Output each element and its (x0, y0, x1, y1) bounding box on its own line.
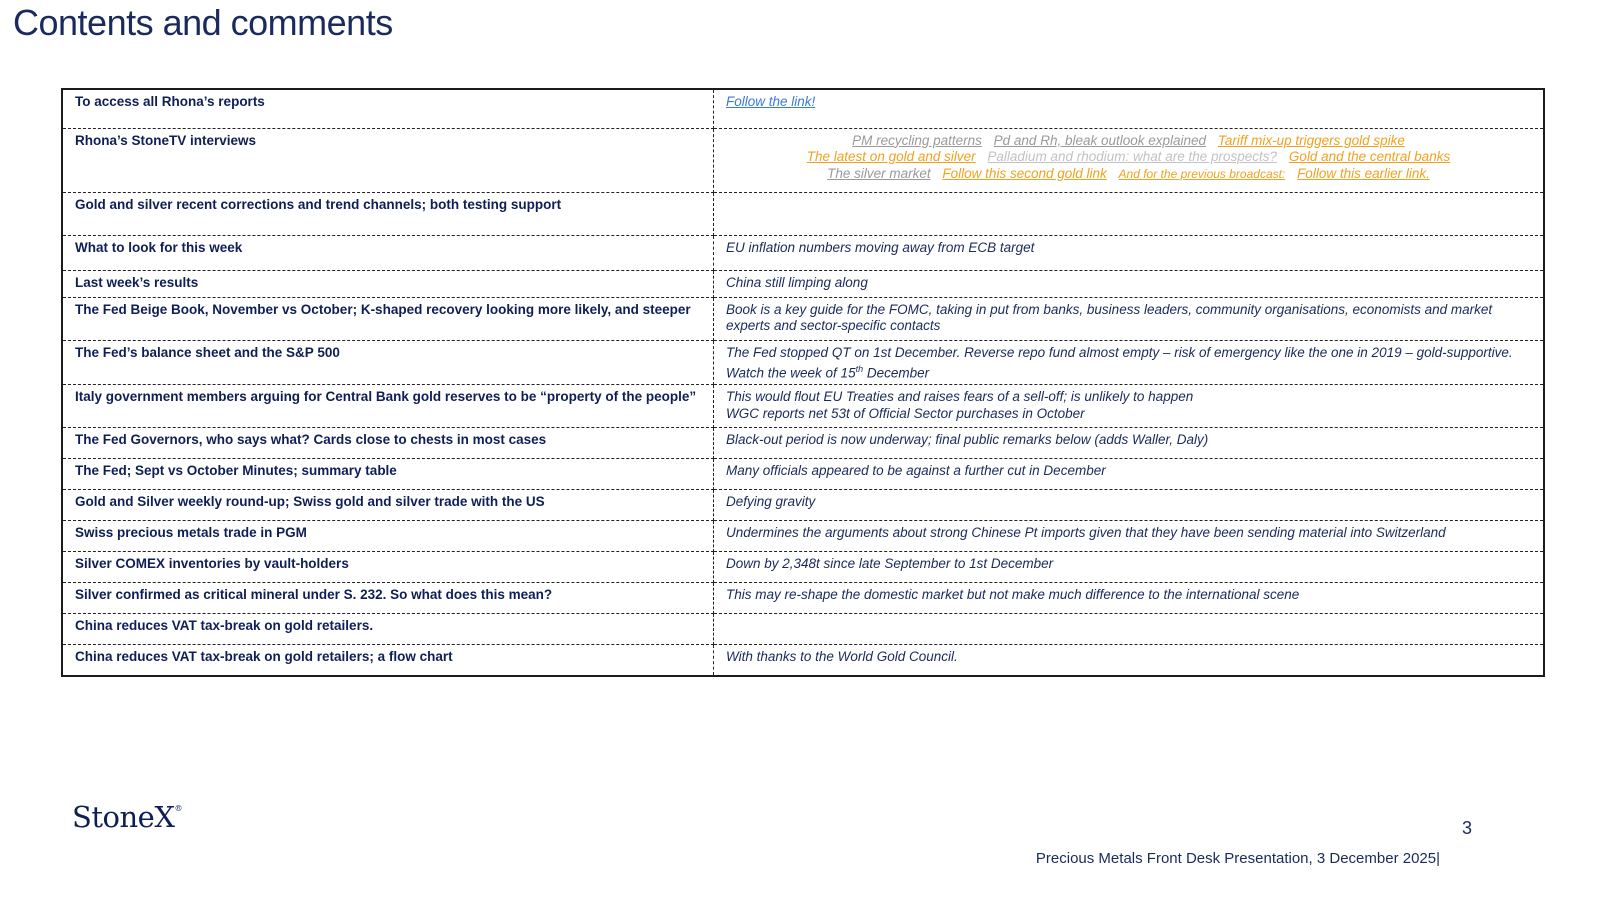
topic-cell: Gold and Silver weekly round-up; Swiss gold and silver trade with the US (62, 490, 714, 521)
footer-text: Precious Metals Front Desk Presentation, 3 December 2025| (1035, 850, 1440, 867)
comment-cell: Defying gravity (714, 490, 1545, 521)
link-earlier[interactable]: Follow this earlier link. (1297, 165, 1430, 181)
table-row (62, 128, 1544, 192)
table-row (62, 614, 1544, 645)
links-line (726, 166, 1531, 183)
link-silver-market[interactable]: The silver market (827, 165, 931, 181)
comment-cell: This may re-shape the domestic market but not make much difference to the international scene (714, 583, 1545, 614)
table-row (62, 583, 1544, 614)
topic-cell: What to look for this week (62, 235, 714, 270)
links-line (726, 149, 1531, 166)
topic-cell: Italy government members arguing for Central Bank gold reserves to be “property of the people” (62, 385, 714, 428)
comment-superscript: th (855, 364, 864, 374)
topic-cell: Silver COMEX inventories by vault-holders (62, 552, 714, 583)
link-latest-gold-silver[interactable]: The latest on gold and silver (806, 149, 976, 164)
link-tariff-gold-spike[interactable]: Tariff mix-up triggers gold spike (1217, 132, 1405, 148)
table-row (62, 459, 1544, 490)
page-number: 3 (1462, 818, 1473, 838)
topic-cell: To access all Rhona’s reports (62, 89, 714, 128)
comment-cell: Black-out period is now underway; final public remarks below (adds Waller, Daly) (714, 428, 1545, 459)
reports-link[interactable]: Follow the link! (726, 94, 816, 109)
comment-text-end: December (863, 365, 930, 381)
table-row (62, 270, 1544, 297)
topic-cell: Rhona’s StoneTV interviews (62, 128, 714, 192)
table-row (62, 192, 1544, 235)
stonex-logo (72, 800, 182, 834)
logo-registered-mark: ® (174, 804, 182, 813)
comment-line: WGC reports net 53t of Official Sector purchases in October (726, 405, 1085, 421)
link-second-gold[interactable]: Follow this second gold link (942, 165, 1107, 181)
topic-cell: Swiss precious metals trade in PGM (62, 521, 714, 552)
comment-cell: EU inflation numbers moving away from ECB target (714, 235, 1545, 270)
logo-text: StoneX (72, 800, 175, 834)
table-row (62, 521, 1544, 552)
table-row (62, 428, 1544, 459)
comment-cell: Undermines the arguments about strong Chinese Pt imports given that they have been sending material into Switzerland (714, 521, 1545, 552)
topic-cell: The Fed Governors, who says what? Cards close to chests in most cases (62, 428, 714, 459)
topic-cell: The Fed’s balance sheet and the S&P 500 (62, 340, 714, 385)
links-line (726, 133, 1531, 150)
comment-text: The Fed stopped QT on 1st December. Reverse repo fund almost empty – risk of emergency like the one in 2019 – gold-supportive. Watch the week of 15 (726, 344, 1513, 381)
stonetv-links (714, 128, 1545, 192)
topic-cell: China reduces VAT tax-break on gold retailers; a flow chart (62, 645, 714, 676)
table-row (62, 490, 1544, 521)
comment-cell: China still limping along (714, 270, 1545, 297)
topic-cell: The Fed; Sept vs October Minutes; summary table (62, 459, 714, 490)
comment-cell: Many officials appeared to be against a further cut in December (714, 459, 1545, 490)
comment-cell: Book is a key guide for the FOMC, taking in put from banks, business leaders, community organisations, economists and market experts and sector-specific contacts (714, 297, 1545, 340)
table-row (62, 89, 1544, 128)
link-pd-rh-outlook[interactable]: Pd and Rh, bleak outlook explained (993, 132, 1207, 148)
comment-cell (714, 89, 1545, 128)
link-palladium-rhodium[interactable]: Palladium and rhodium: what are the prospects? (987, 149, 1278, 164)
comment-cell (714, 192, 1545, 235)
link-gold-central-banks[interactable]: Gold and the central banks (1288, 149, 1451, 164)
topic-cell: The Fed Beige Book, November vs October; K-shaped recovery looking more likely, and steeper (62, 297, 714, 340)
table-row (62, 645, 1544, 676)
topic-cell: Gold and silver recent corrections and trend channels; both testing support (62, 192, 714, 235)
link-pm-recycling[interactable]: PM recycling patterns (852, 132, 982, 148)
topic-cell: China reduces VAT tax-break on gold retailers. (62, 614, 714, 645)
page-title: Contents and comments (13, 2, 393, 43)
comment-cell: Down by 2,348t since late September to 1st December (714, 552, 1545, 583)
contents-table (61, 88, 1545, 677)
table-row (62, 552, 1544, 583)
table-row (62, 340, 1544, 385)
comment-cell (714, 614, 1545, 645)
topic-cell: Silver confirmed as critical mineral under S. 232. So what does this mean? (62, 583, 714, 614)
comment-cell (714, 340, 1545, 385)
table-row (62, 235, 1544, 270)
table-row (62, 385, 1544, 428)
topic-cell: Last week’s results (62, 270, 714, 297)
table-row (62, 297, 1544, 340)
link-previous-broadcast[interactable]: And for the previous broadcast: (1118, 166, 1286, 181)
comment-cell (714, 385, 1545, 428)
comment-line: This would flout EU Treaties and raises fears of a sell-off; is unlikely to happen (726, 389, 1194, 404)
comment-cell: With thanks to the World Gold Council. (726, 649, 958, 664)
